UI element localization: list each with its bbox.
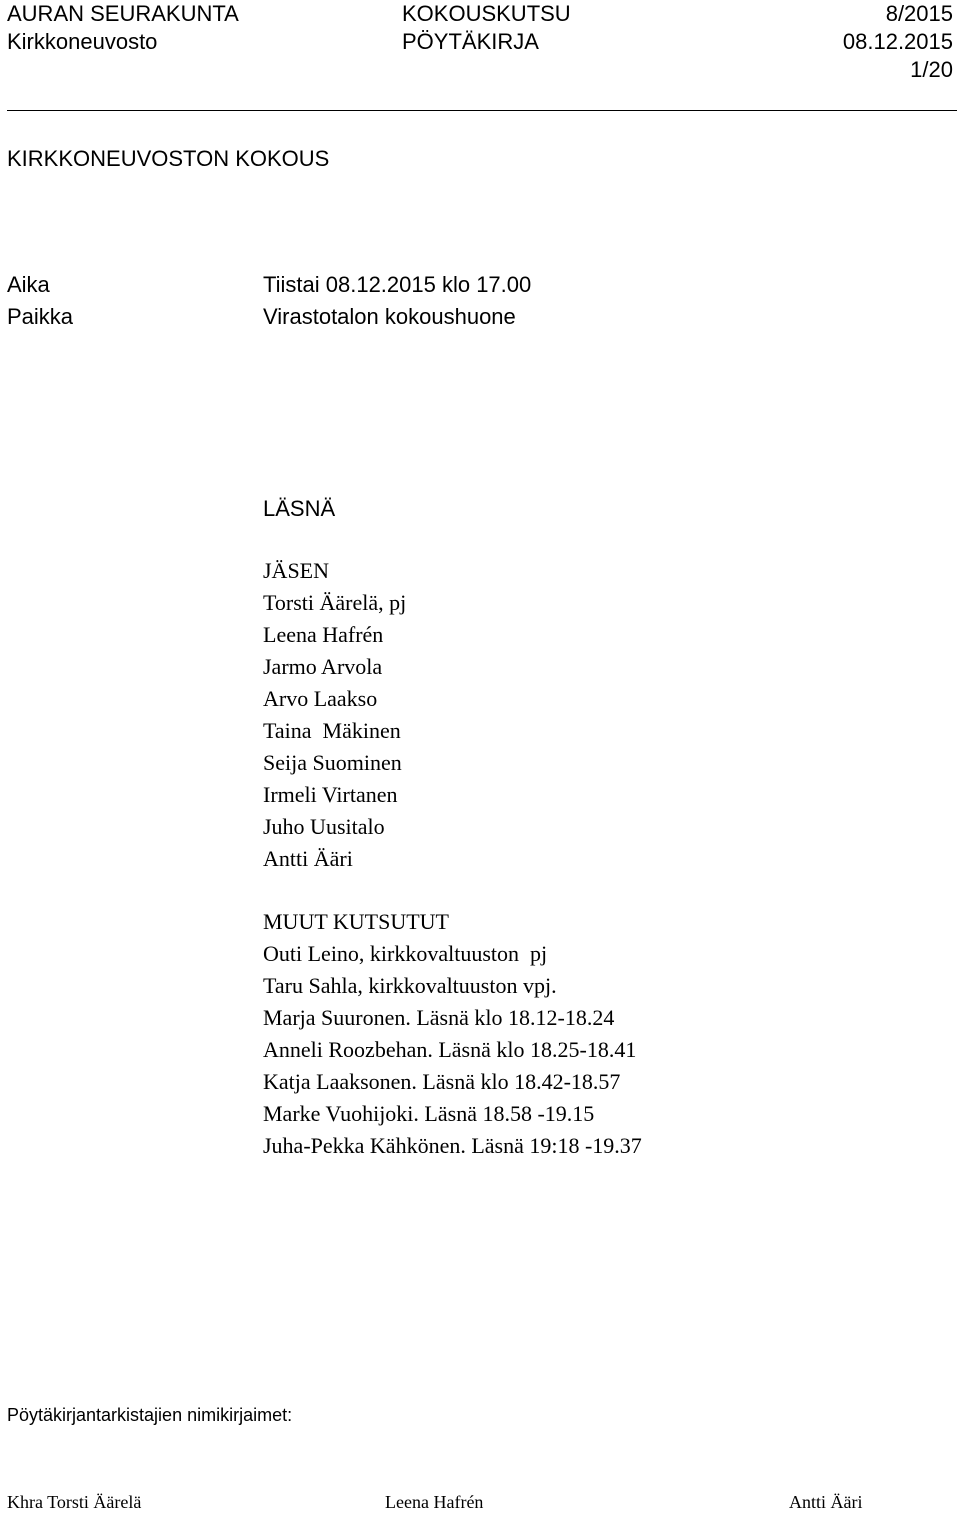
time-value: Tiistai 08.12.2015 klo 17.00 [263, 272, 532, 297]
other-item: Katja Laaksonen. Läsnä klo 18.42-18.57 [263, 1069, 621, 1094]
meeting-number: 8/2015 [885, 1, 953, 26]
members-list [263, 555, 406, 875]
member-item: Leena Hafrén [263, 622, 384, 647]
other-item: Outi Leino, kirkkovaltuuston pj [263, 941, 548, 966]
place-value: Virastotalon kokoushuone [263, 304, 516, 329]
other-item: Marke Vuohijoki. Läsnä 18.58 -19.15 [263, 1101, 595, 1126]
doc-type-invitation: KOKOUSKUTSU [402, 1, 571, 26]
present-heading: LÄSNÄ [263, 496, 336, 521]
other-item: Juha-Pekka Kähkönen. Läsnä 19:18 -19.37 [263, 1133, 642, 1158]
other-item: Marja Suuronen. Läsnä klo 18.12-18.24 [263, 1005, 615, 1030]
member-item: Taina Mäkinen [263, 718, 401, 743]
header-divider [7, 110, 957, 111]
others-list [263, 906, 642, 1162]
place-label: Paikka [7, 304, 74, 329]
org-name: AURAN SEURAKUNTA [7, 1, 239, 26]
member-item: Torsti Äärelä, pj [263, 590, 407, 615]
signatory-1: Khra Torsti Äärelä [7, 1492, 142, 1512]
signatory-2: Leena Hafrén [385, 1492, 484, 1512]
others-heading: MUUT KUTSUTUT [263, 909, 449, 934]
member-item: Irmeli Virtanen [263, 782, 398, 807]
doc-type-minutes: PÖYTÄKIRJA [402, 29, 539, 54]
member-item: Antti Ääri [263, 846, 353, 871]
member-item: Arvo Laakso [263, 686, 378, 711]
member-item: Seija Suominen [263, 750, 402, 775]
other-item: Anneli Roozbehan. Läsnä klo 18.25-18.41 [263, 1037, 637, 1062]
body-name: Kirkkoneuvosto [7, 29, 158, 54]
member-item: Juho Uusitalo [263, 814, 385, 839]
meeting-date: 08.12.2015 [842, 29, 953, 54]
page-number: 1/20 [910, 57, 953, 82]
member-item: Jarmo Arvola [263, 654, 383, 679]
time-label: Aika [7, 272, 50, 297]
members-heading: JÄSEN [263, 558, 330, 583]
signatory-3: Antti Ääri [789, 1492, 863, 1512]
page-title: KIRKKONEUVOSTON KOKOUS [7, 146, 330, 171]
initials-label: Pöytäkirjantarkistajien nimikirjaimet: [7, 1405, 293, 1425]
other-item: Taru Sahla, kirkkovaltuuston vpj. [263, 973, 557, 998]
